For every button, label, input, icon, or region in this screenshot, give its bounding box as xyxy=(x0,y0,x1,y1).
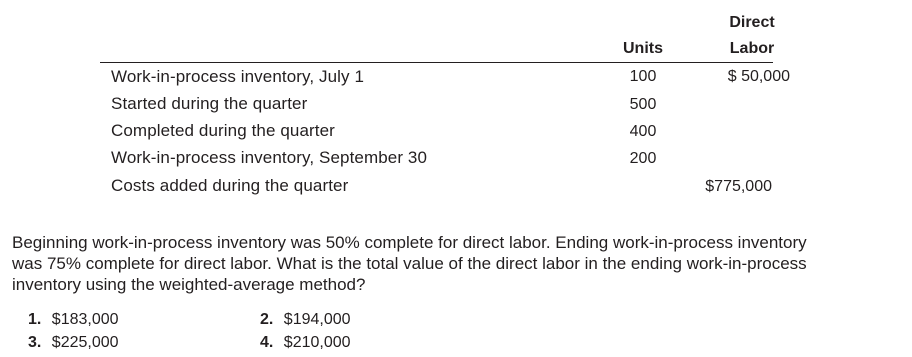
row-label: Costs added during the quarter xyxy=(111,176,349,195)
row-units: 200 xyxy=(629,150,657,167)
option-item[interactable] xyxy=(260,311,351,329)
row-label: Completed during the quarter xyxy=(111,121,335,140)
option-text: $225,000 xyxy=(51,334,119,351)
option-item[interactable] xyxy=(28,311,119,329)
option-number: 2. xyxy=(260,311,274,328)
row-direct-labor: $ 50,000 xyxy=(727,68,790,85)
question-line: Beginning work-in-process inventory was 50% complete for direct labor. Ending work-in-process inventory xyxy=(12,233,807,252)
direct-labor-header-line2: Labor xyxy=(729,40,775,57)
row-label: Started during the quarter xyxy=(111,94,308,113)
row-label: Work-in-process inventory, July 1 xyxy=(111,67,365,86)
question-line: was 75% complete for direct labor. What is the total value of the direct labor in the ending work-in-process xyxy=(12,254,807,273)
table-header-rule xyxy=(100,62,773,63)
option-item[interactable] xyxy=(260,334,351,352)
option-item[interactable] xyxy=(28,334,119,352)
row-units: 400 xyxy=(629,123,657,140)
question-line: inventory using the weighted-average method? xyxy=(12,275,366,294)
row-direct-labor: $775,000 xyxy=(705,178,772,195)
option-text: $183,000 xyxy=(51,311,119,328)
option-number: 1. xyxy=(28,311,42,328)
row-units: 100 xyxy=(629,68,657,85)
units-header: Units xyxy=(623,40,663,57)
option-number: 4. xyxy=(260,334,274,351)
option-text: $210,000 xyxy=(283,334,351,351)
question-text xyxy=(12,232,907,295)
option-number: 3. xyxy=(28,334,42,351)
option-text: $194,000 xyxy=(283,311,351,328)
row-units: 500 xyxy=(629,96,657,113)
row-label: Work-in-process inventory, September 30 xyxy=(111,148,428,167)
direct-labor-header-line1: Direct xyxy=(729,14,775,31)
